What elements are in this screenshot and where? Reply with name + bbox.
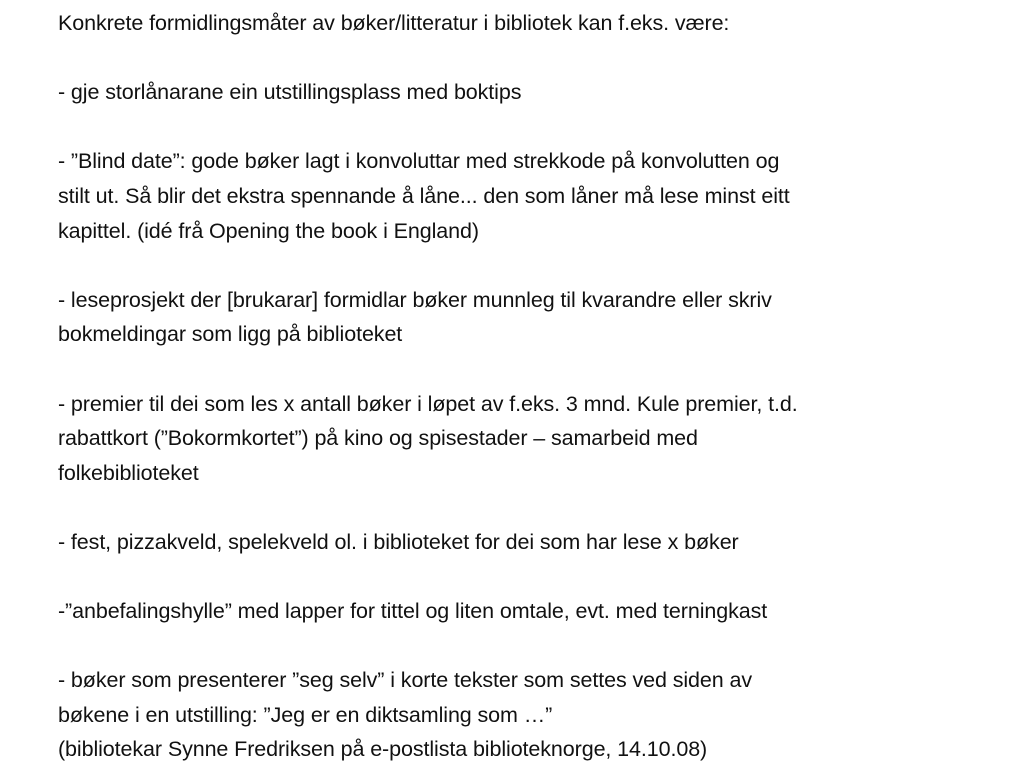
list-item-line: - leseprosjekt der [brukarar] formidlar bøker munnleg til kvarandre eller skriv <box>58 287 772 312</box>
list-item-line: bokmeldingar som ligg på biblioteket <box>58 322 403 347</box>
list-item-line: - ”Blind date”: gode bøker lagt i konvoluttar med strekkode på konvolutten og <box>58 149 780 174</box>
spacer <box>58 629 974 664</box>
list-item-line: bøkene i en utstilling: ”Jeg er en diktsamling som …” <box>58 702 553 727</box>
list-item-line: -”anbefalingshylle” med lapper for tittel og liten omtale, evt. med terningkast <box>58 599 768 624</box>
spacer <box>58 490 974 525</box>
list-item-line: - premier til dei som les x antall bøker i løpet av f.eks. 3 mnd. Kule premier, t.d. <box>58 391 798 416</box>
list-item-line: - bøker som presenterer ”seg selv” i korte tekster som settes ved siden av <box>58 668 752 693</box>
list-item-line: - gje storlånarane ein utstillingsplass med boktips <box>58 80 522 105</box>
list-item-line: stilt ut. Så blir det ekstra spennande å låne... den som låner må lese minst eitt <box>58 183 790 208</box>
spacer <box>58 248 974 283</box>
citation-line: (bibliotekar Synne Fredriksen på e-postlista biblioteknorge, 14.10.08) <box>58 737 708 762</box>
spacer <box>58 560 974 595</box>
list-item-line: kapittel. (idé frå Opening the book i England) <box>58 218 479 243</box>
list-item-line: - fest, pizzakveld, spelekveld ol. i biblioteket for dei som har lese x bøker <box>58 529 739 554</box>
spacer <box>58 41 974 76</box>
list-item-line: folkebiblioteket <box>58 460 199 485</box>
spacer <box>58 352 974 387</box>
list-item-line: rabattkort (”Bokormkortet”) på kino og spisestader – samarbeid med <box>58 426 698 451</box>
intro-line: Konkrete formidlingsmåter av bøker/litteratur i bibliotek kan f.eks. være: <box>58 11 730 35</box>
spacer <box>58 110 974 145</box>
